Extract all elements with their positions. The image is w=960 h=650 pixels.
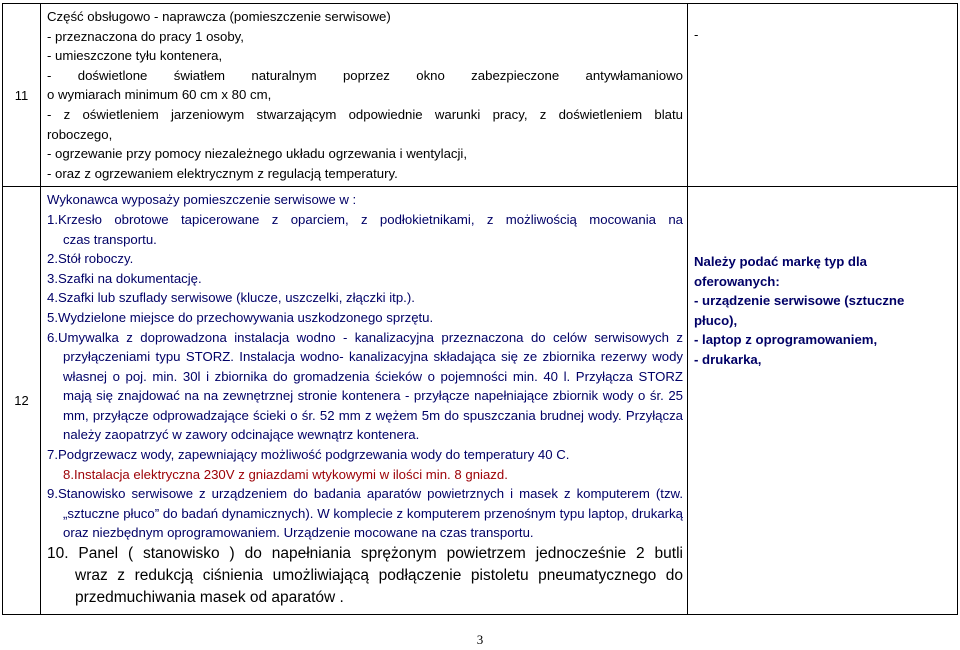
equipment-item-panel: 10. Panel ( stanowisko ) do napełniania sprężonym powietrzem jednocześnie 2 butli <box>47 545 683 563</box>
note-text: - <box>694 27 699 42</box>
equipment-item-water-heater: 7.Podgrzewacz wody, zapewniający możliwość podgrzewania wody do temperatury 40 C. <box>47 447 570 463</box>
note-item: - laptop z oprogramowaniem, <box>694 332 878 348</box>
equipment-item-panel-cont: wraz z redukcją ciśnienia umożliwiającą podłączenie pistoletu pneumatycznego do <box>75 567 683 585</box>
equipment-item-electrical <box>47 465 683 485</box>
description-cell <box>41 4 688 187</box>
description-cell <box>41 187 688 615</box>
note-item: - urządzenie serwisowe (sztuczne płuco), <box>694 293 905 328</box>
equipment-item: czas transportu. <box>63 231 157 247</box>
equipment-item: 2.Stół roboczy. <box>47 251 134 267</box>
text-line: - doświetlone światłem naturalnym poprzez okno zabezpieczone antywłamaniowo <box>47 67 683 83</box>
note-cell <box>688 187 958 615</box>
text-line: - przeznaczona do pracy 1 osoby, <box>47 28 244 44</box>
equipment-item: 1.Krzesło obrotowe tapicerowane z oparciem, z podłokietnikami, z możliwością mocowania na <box>47 211 683 227</box>
table-row <box>3 187 958 615</box>
equipment-item-electrical-text: 8.Instalacja elektryczna 230V z gniazdami wtykowymi w ilości min. 8 gniazd. <box>63 466 508 482</box>
page-number: 3 <box>476 632 484 647</box>
equipment-item: 3.Szafki na dokumentację. <box>47 270 202 286</box>
note-item: - drukarka, <box>694 351 762 367</box>
note-heading: Należy podać markę typ dla oferowanych: <box>694 254 867 289</box>
text-line: - oraz z ogrzewaniem elektrycznym z regulacją temperatury. <box>47 165 398 181</box>
text-line: o wymiarach minimum 60 cm x 80 cm, <box>47 87 272 103</box>
note-cell <box>688 4 958 187</box>
equipment-item-washbasin: 6.Umywalka z doprowadzona instalacja wodno - kanalizacyjna przeznaczona do celów serwisowych z przyłączeniami typu STORZ. Instalacja wodno- kanalizacyjna składająca się ze zbiornika rezerwy wody własnej o poj. min. 30l i zbiornika do gromadzenia ścieków o pojemności min. 40 l. Przyłącza STORZ mają się znajdować na na zewnętrznej stronie kontenera - przyłącze napełniające zbiornik wody o śr. 25 mm, przyłącze odprowadzające ścieki o śr. 52 mm z wężem 5m do spuszczania brudnej wody. Przyłącza należy zaopatrzyć w zawory odcinające wewnątrz kontenera. <box>47 329 683 443</box>
text-line: - umieszczone tyłu kontenera, <box>47 48 223 64</box>
equipment-item-service-station: 9.Stanowisko serwisowe z urządzeniem do badania aparatów powietrznych i masek z komputerem (tzw. „sztuczne płuco” do badań dynamicznych). W komplecie z komputerem przenośnym typu laptop, drukarką oraz niezbędnym oprogramowaniem. Urządzenie mocowane na czas transportu. <box>47 486 683 541</box>
text-line: roboczego, <box>47 126 113 142</box>
equipment-item: 4.Szafki lub szuflady serwisowe (klucze, uszczelki, złączki itp.). <box>47 290 415 306</box>
row-number: 11 <box>3 4 41 187</box>
specification-table <box>2 3 958 615</box>
equipment-item-panel-cont: przedmuchiwania masek od aparatów . <box>75 589 344 607</box>
text-line: - z oświetleniem jarzeniowym stwarzającym odpowiednie warunki pracy, z doświetleniem blatu <box>47 106 683 122</box>
equipment-item: 5.Wydzielone miejsce do przechowywania uszkodzonego sprzętu. <box>47 309 434 325</box>
table-row <box>3 4 958 187</box>
text-line: - ogrzewanie przy pomocy niezależnego układu ogrzewania i wentylacji, <box>47 146 468 162</box>
section-title: Część obsługowo - naprawcza (pomieszczenie serwisowe) <box>47 9 391 24</box>
equipment-intro: Wykonawca wyposaży pomieszczenie serwisowe w : <box>47 192 357 208</box>
row-number: 12 <box>3 187 41 615</box>
